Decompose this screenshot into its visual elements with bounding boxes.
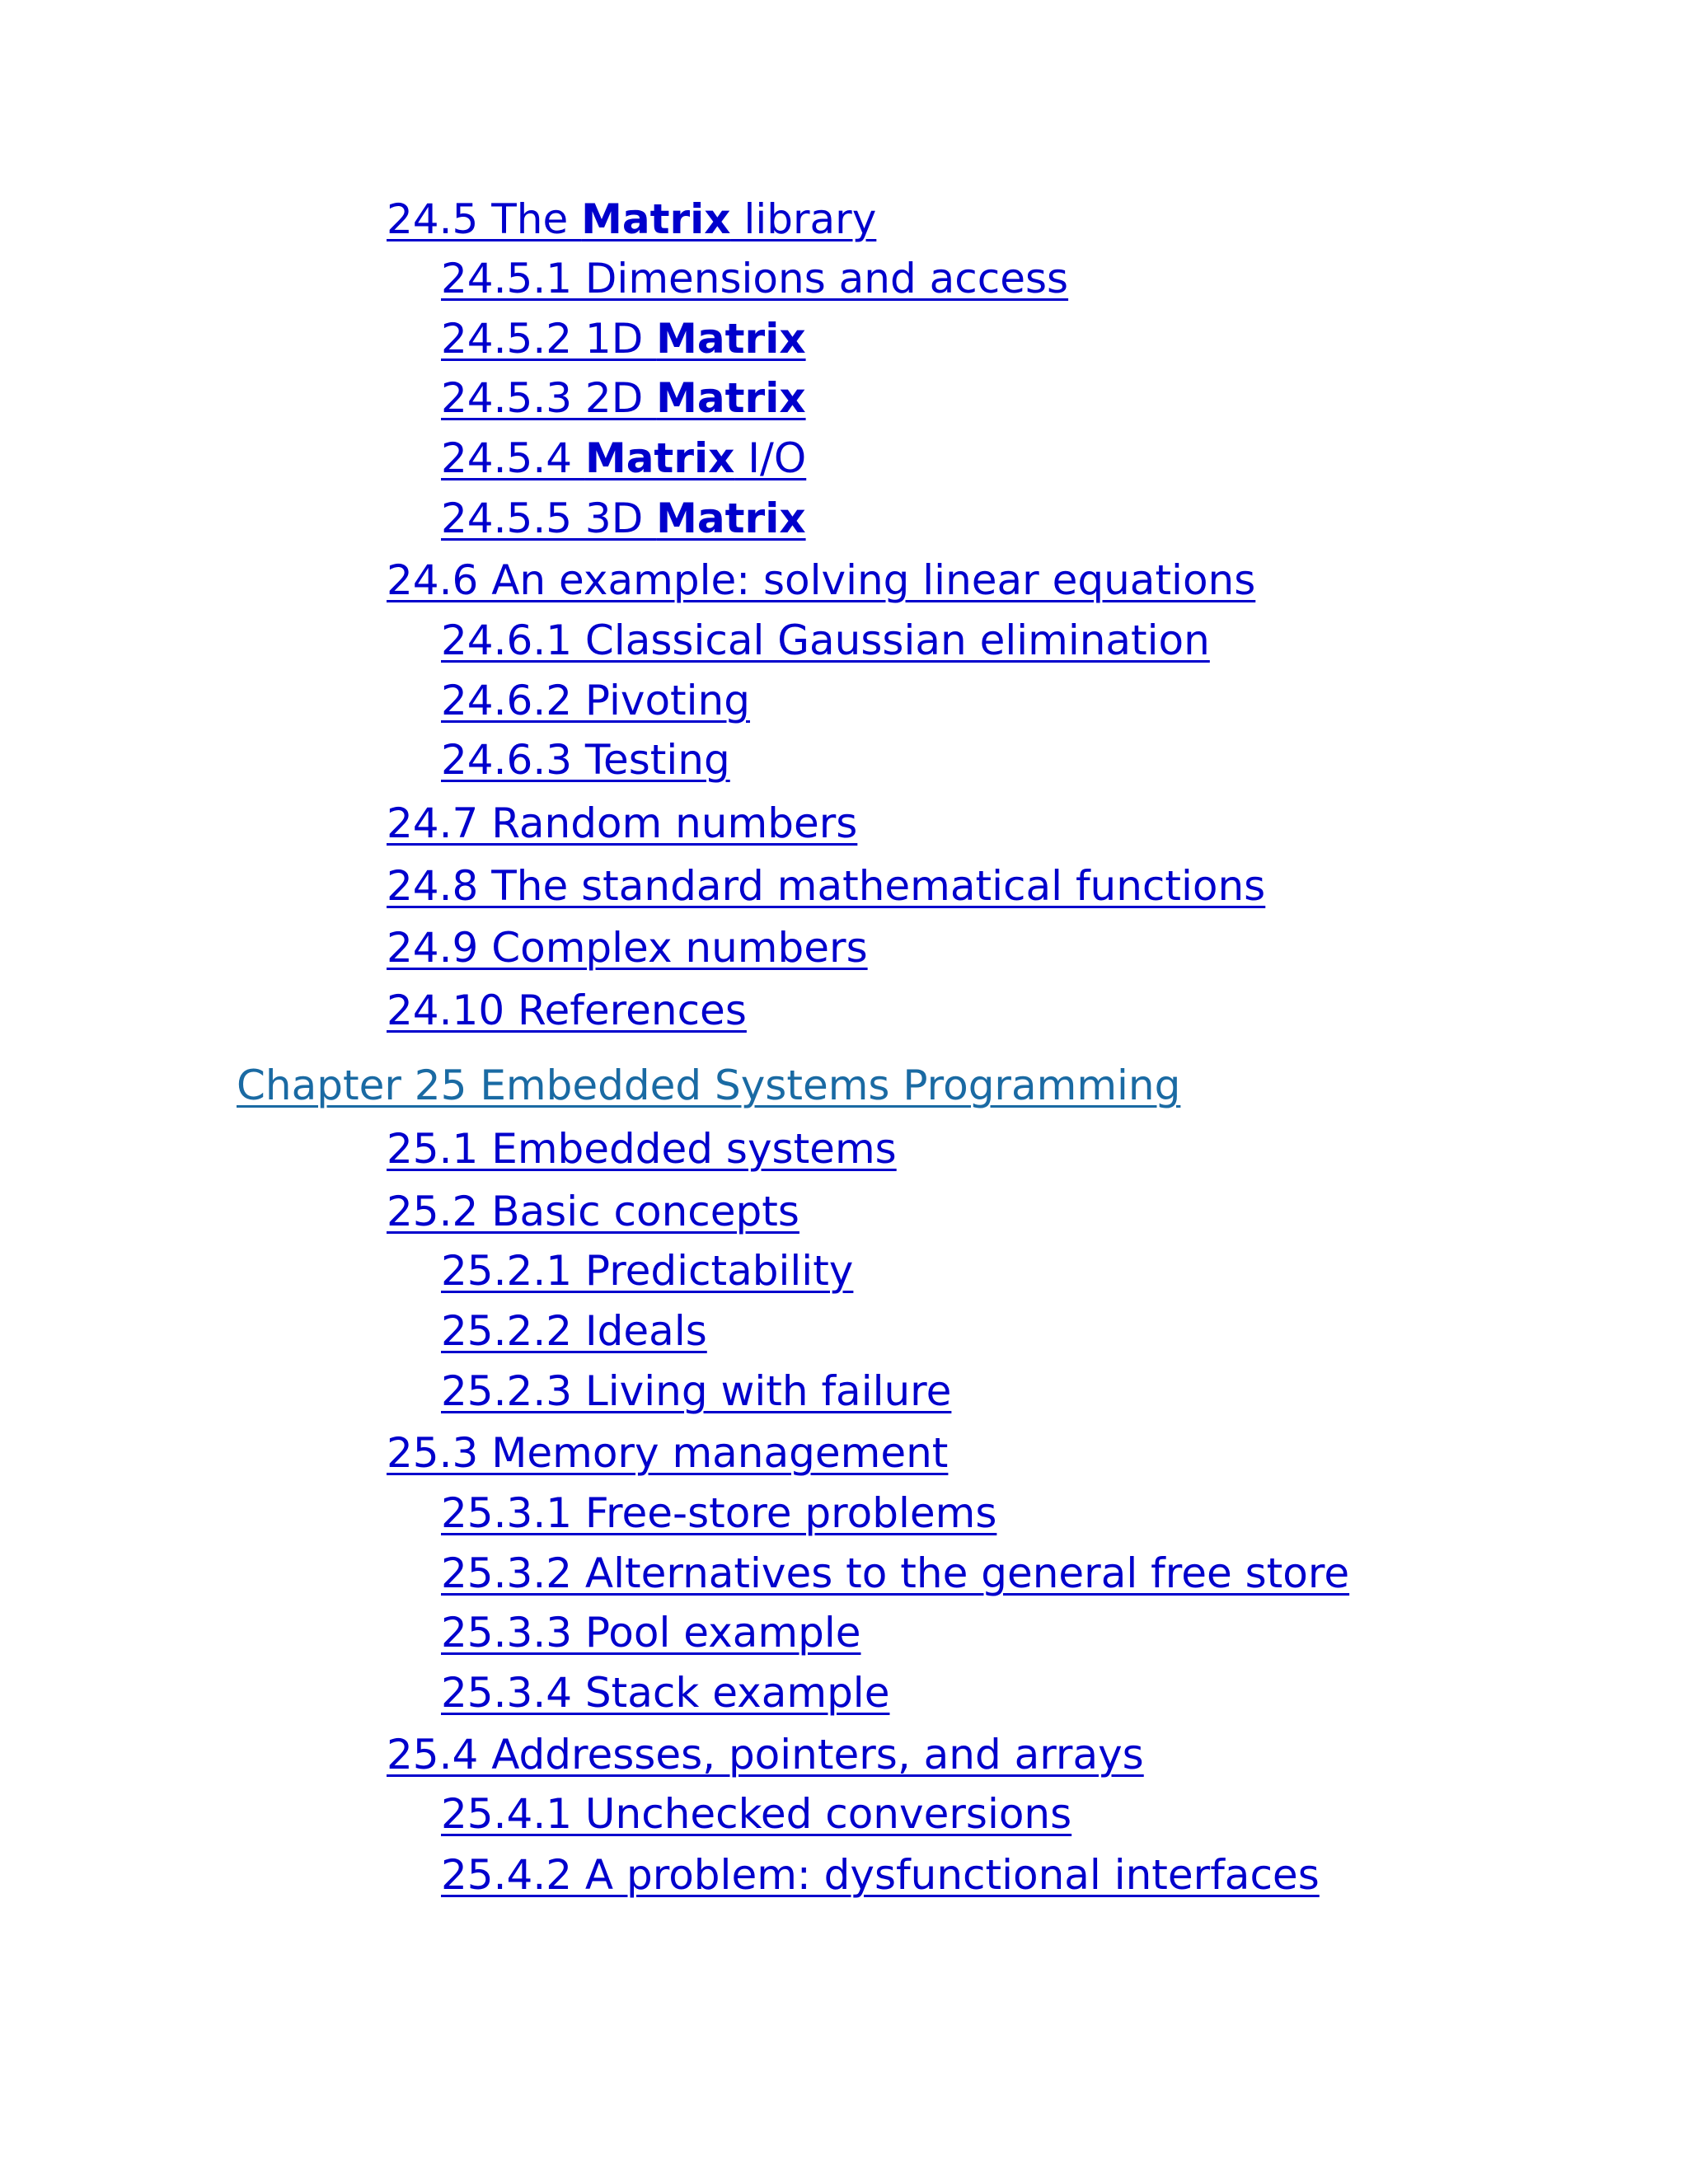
toc-entry-chapter-25[interactable]: Chapter 25 Embedded Systems Programming bbox=[237, 1062, 1181, 1109]
toc-entry-25-3-3[interactable]: 25.3.3 Pool example bbox=[441, 1609, 861, 1657]
toc-entry-25-4[interactable]: 25.4 Addresses, pointers, and arrays bbox=[387, 1731, 1144, 1779]
toc-entry-25-4-1[interactable]: 25.4.1 Unchecked conversions bbox=[441, 1790, 1072, 1838]
toc-entry-24-5-2[interactable]: 24.5.2 1D Matrix bbox=[441, 315, 806, 363]
toc-entry-25-3-4[interactable]: 25.3.4 Stack example bbox=[441, 1669, 890, 1717]
toc-entry-24-8[interactable]: 24.8 The standard mathematical functions bbox=[387, 862, 1266, 910]
toc-entry-24-5[interactable]: 24.5 The Matrix library bbox=[387, 195, 877, 243]
toc-entry-24-10[interactable]: 24.10 References bbox=[387, 987, 747, 1034]
toc-entry-25-1[interactable]: 25.1 Embedded systems bbox=[387, 1125, 897, 1173]
toc-entry-24-5-4[interactable]: 24.5.4 Matrix I/O bbox=[441, 434, 807, 482]
toc-entry-25-2-3[interactable]: 25.2.3 Living with failure bbox=[441, 1367, 952, 1415]
toc-entry-24-7[interactable]: 24.7 Random numbers bbox=[387, 799, 858, 847]
toc-entry-24-6[interactable]: 24.6 An example: solving linear equations bbox=[387, 556, 1256, 604]
toc-entry-25-2-2[interactable]: 25.2.2 Ideals bbox=[441, 1307, 707, 1355]
toc-entry-24-9[interactable]: 24.9 Complex numbers bbox=[387, 924, 868, 972]
toc-entry-25-2-1[interactable]: 25.2.1 Predictability bbox=[441, 1247, 854, 1295]
toc-entry-25-3-2[interactable]: 25.3.2 Alternatives to the general free store bbox=[441, 1549, 1350, 1597]
toc-entry-24-6-2[interactable]: 24.6.2 Pivoting bbox=[441, 677, 750, 724]
toc-entry-24-6-1[interactable]: 24.6.1 Classical Gaussian elimination bbox=[441, 616, 1210, 664]
toc-entry-25-4-2[interactable]: 25.4.2 A problem: dysfunctional interfaces bbox=[441, 1851, 1320, 1899]
toc-entry-24-5-3[interactable]: 24.5.3 2D Matrix bbox=[441, 374, 806, 422]
toc-entry-24-6-3[interactable]: 24.6.3 Testing bbox=[441, 736, 730, 784]
toc-entry-25-3-1[interactable]: 25.3.1 Free-store problems bbox=[441, 1489, 997, 1537]
toc-entry-24-5-5[interactable]: 24.5.5 3D Matrix bbox=[441, 494, 806, 542]
toc-entry-25-3[interactable]: 25.3 Memory management bbox=[387, 1429, 949, 1477]
toc-entry-24-5-1[interactable]: 24.5.1 Dimensions and access bbox=[441, 255, 1069, 302]
toc-entry-25-2[interactable]: 25.2 Basic concepts bbox=[387, 1188, 799, 1235]
